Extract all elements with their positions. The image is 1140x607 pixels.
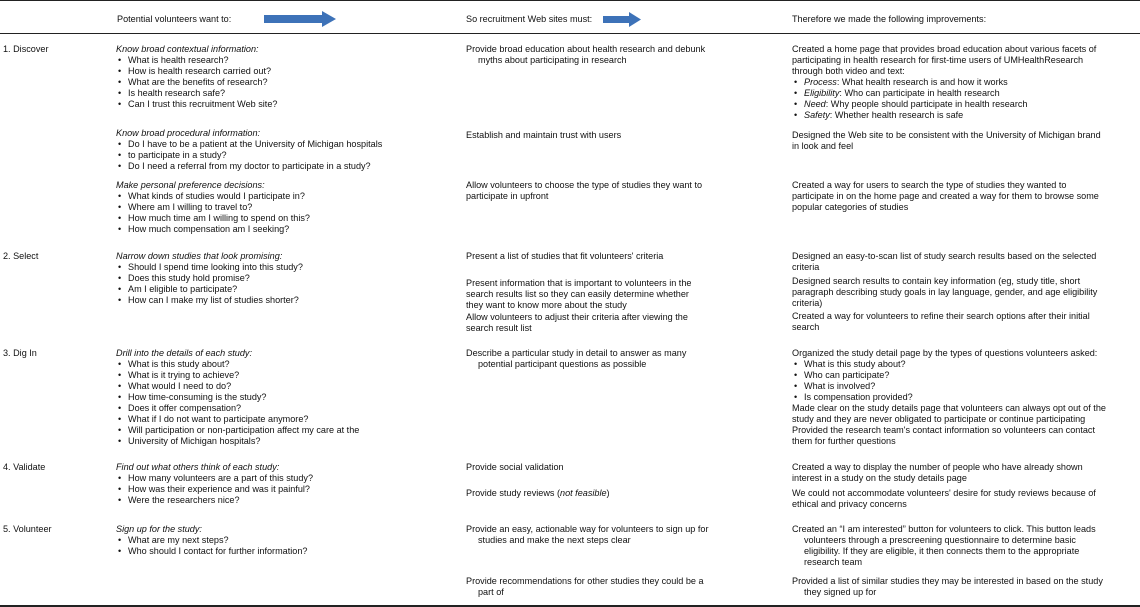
select-improve-2 — [792, 276, 1137, 309]
text-line: Created a way to display the number of people who have already shown — [792, 462, 1083, 472]
dig-in-wants — [116, 348, 446, 447]
text-line: Designed the Web site to be consistent with the University of Michigan brand — [792, 130, 1101, 140]
table-top-rule — [0, 0, 1140, 1]
wants-heading: Make personal preference decisions: — [116, 180, 265, 190]
text-line: Organized the study detail page by the types of questions volunteers asked: — [792, 348, 1098, 358]
select-improve-3 — [792, 311, 1137, 333]
volunteer-improve-1 — [792, 524, 1137, 568]
stage-select: 2. Select — [3, 251, 39, 261]
stage-dig-in: 3. Dig In — [3, 348, 37, 358]
text-line: part of — [478, 587, 504, 597]
text-line: ethical and privacy concerns — [792, 499, 907, 509]
text-line: myths about participating in research — [478, 55, 627, 65]
text-line: We could not accommodate volunteers' desire for study reviews because of — [792, 488, 1096, 498]
volunteer-wants — [116, 524, 446, 557]
list-item: • Where am I willing to travel to? — [116, 202, 446, 213]
stage-validate: 4. Validate — [3, 462, 46, 472]
list-item: • What is this study about? — [792, 359, 1137, 370]
list-item: • How much compensation am I seeking? — [116, 224, 446, 235]
list-item: • Safety: Whether health research is safe — [792, 110, 1137, 121]
volunteer-must-2 — [466, 576, 766, 598]
text-line: Designed an easy-to-scan list of study search results based on the selected — [792, 251, 1097, 261]
text-line: Created a way for volunteers to refine their search options after their initial — [792, 311, 1090, 321]
text-line: research team — [804, 557, 863, 567]
header-sites-must: So recruitment Web sites must: — [466, 14, 593, 24]
text-line: Created an “I am interested” button for volunteers to click. This button leads — [792, 524, 1096, 534]
header-volunteers-want: Potential volunteers want to: — [117, 14, 232, 24]
header-improvements: Therefore we made the following improvements: — [792, 14, 987, 24]
header-rule — [0, 33, 1140, 34]
list-item: • Does this study hold promise? — [116, 273, 446, 284]
stage-discover: 1. Discover — [3, 44, 49, 54]
wants-heading: Find out what others think of each study: — [116, 462, 280, 472]
text-line: Allow volunteers to choose the type of studies they want to — [466, 180, 703, 190]
list-item: • Is health research safe? — [116, 88, 446, 99]
text-line: they signed up for — [804, 587, 877, 597]
right-arrow-icon — [603, 12, 641, 27]
text-line: paragraph describing study goals in lay language, gender, and age eligibility — [792, 287, 1098, 297]
list-item: • Am I eligible to participate? — [116, 284, 446, 295]
text-line: through both video and text: — [792, 66, 905, 76]
text-line: criteria) — [792, 298, 823, 308]
text-line: Describe a particular study in detail to answer as many — [466, 348, 687, 358]
list-item: • to participate in a study? — [116, 150, 446, 161]
select-improve-1 — [792, 251, 1137, 273]
text-line: eligibility. If they are eligible, it then connects them to the appropriate — [804, 546, 1080, 556]
list-item: • What is this study about? — [116, 359, 446, 370]
text-line: Provided the research team's contact information so volunteers can contact — [792, 425, 1095, 435]
text-line: Created a way for users to search the type of studies they wanted to — [792, 180, 1067, 190]
discover-improve-3 — [792, 180, 1137, 213]
list-item: • How can I make my list of studies shorter? — [116, 295, 446, 306]
text-line: criteria — [792, 262, 820, 272]
list-item: • Were the researchers nice? — [116, 495, 446, 506]
list-item: • What if I do not want to participate anymore? — [116, 414, 446, 425]
table-bottom-rule — [0, 605, 1140, 607]
list-item: • Should I spend time looking into this study? — [116, 262, 446, 273]
list-item: • Can I trust this recruitment Web site? — [116, 99, 446, 110]
list-item: • How much time am I willing to spend on this? — [116, 213, 446, 224]
list-item: • Need: Why people should participate in health research — [792, 99, 1137, 110]
text-line: search — [792, 322, 820, 332]
list-item: • How was their experience and was it painful? — [116, 484, 446, 495]
text-line: potential participant questions as possible — [478, 359, 647, 369]
list-item: • University of Michigan hospitals? — [116, 436, 446, 447]
validate-improve-1 — [792, 462, 1137, 484]
right-arrow-icon — [264, 11, 336, 27]
list-item: • Does it offer compensation? — [116, 403, 446, 414]
list-item: • What kinds of studies would I participate in? — [116, 191, 446, 202]
text-line: in look and feel — [792, 141, 854, 151]
discover-contextual-wants — [116, 44, 446, 110]
validate-must-2: Provide study reviews (not feasible) — [466, 488, 610, 498]
wants-heading: Sign up for the study: — [116, 524, 202, 534]
select-must-1: Present a list of studies that fit volunteers' criteria — [466, 251, 664, 261]
text-line: participating in health research for first-time users of UMHealthResearch — [792, 55, 1084, 65]
text-line: interest in a study on the study details page — [792, 473, 967, 483]
text-line: Present information that is important to volunteers in the — [466, 278, 692, 288]
wants-heading: Know broad contextual information: — [116, 44, 259, 54]
list-item: • Who can participate? — [792, 370, 1137, 381]
text-line: search result list — [466, 323, 532, 333]
list-item: • Who should I contact for further information? — [116, 546, 446, 557]
discover-procedural-wants — [116, 128, 446, 172]
list-item: • What is health research? — [116, 55, 446, 66]
wants-heading: Drill into the details of each study: — [116, 348, 252, 358]
text-line: Made clear on the study details page that volunteers can always opt out of the — [792, 403, 1106, 413]
text-line: Allow volunteers to adjust their criteria after viewing the — [466, 312, 688, 322]
list-item: • Process: What health research is and how it works — [792, 77, 1137, 88]
text-line: studies and make the next steps clear — [478, 535, 631, 545]
text-line: Designed search results to contain key information (eg, study title, short — [792, 276, 1081, 286]
validate-improve-2 — [792, 488, 1137, 510]
text-line: volunteers through a prescreening questionnaire to determine basic — [804, 535, 1076, 545]
list-item: • Eligibility: Who can participate in health research — [792, 88, 1137, 99]
list-item: • What are my next steps? — [116, 535, 446, 546]
wants-heading: Know broad procedural information: — [116, 128, 261, 138]
discover-must-1 — [466, 44, 766, 66]
list-item: • How time-consuming is the study? — [116, 392, 446, 403]
stage-volunteer: 5. Volunteer — [3, 524, 52, 534]
text-line: Provided a list of similar studies they may be interested in based on the study — [792, 576, 1103, 586]
discover-must-2: Establish and maintain trust with users — [466, 130, 622, 140]
dig-in-improve — [792, 348, 1137, 447]
select-must-2 — [466, 278, 766, 311]
list-item: • Is compensation provided? — [792, 392, 1137, 403]
list-item: • Do I have to be a patient at the University of Michigan hospitals — [116, 139, 446, 150]
dig-in-must — [466, 348, 766, 370]
select-must-3 — [466, 312, 766, 334]
text-line: study and they are never obligated to participate or continue participating — [792, 414, 1086, 424]
list-item: • What is it trying to achieve? — [116, 370, 446, 381]
text-line: participate in upfront — [466, 191, 549, 201]
validate-wants — [116, 462, 446, 506]
text-line: search results list so they can easily determine whether — [466, 289, 689, 299]
text-line: Created a home page that provides broad education about various facets of — [792, 44, 1097, 54]
text-line: popular categories of studies — [792, 202, 909, 212]
wants-heading: Narrow down studies that look promising: — [116, 251, 283, 261]
list-item: • Do I need a referral from my doctor to participate in a study? — [116, 161, 446, 172]
text-line: participate in on the home page and created a way for them to browse some — [792, 191, 1099, 201]
text-line: they want to know more about the study — [466, 300, 627, 310]
list-item: • What are the benefits of research? — [116, 77, 446, 88]
list-item: • What would I need to do? — [116, 381, 446, 392]
text-line: Provide broad education about health research and debunk — [466, 44, 706, 54]
list-item: • How many volunteers are a part of this study? — [116, 473, 446, 484]
discover-must-3 — [466, 180, 766, 202]
text-line: Provide an easy, actionable way for volunteers to sign up for — [466, 524, 709, 534]
list-item: • Will participation or non-participation affect my care at the — [116, 425, 446, 436]
validate-must-1: Provide social validation — [466, 462, 564, 472]
text-line: them for further questions — [792, 436, 896, 446]
list-item: • How is health research carried out? — [116, 66, 446, 77]
volunteer-improve-2 — [792, 576, 1137, 598]
discover-improve-2 — [792, 130, 1137, 152]
text-line: Provide recommendations for other studies they could be a — [466, 576, 704, 586]
list-item: • What is involved? — [792, 381, 1137, 392]
discover-improve-1 — [792, 44, 1137, 121]
discover-preference-wants — [116, 180, 446, 235]
volunteer-must-1 — [466, 524, 766, 546]
select-wants — [116, 251, 446, 306]
